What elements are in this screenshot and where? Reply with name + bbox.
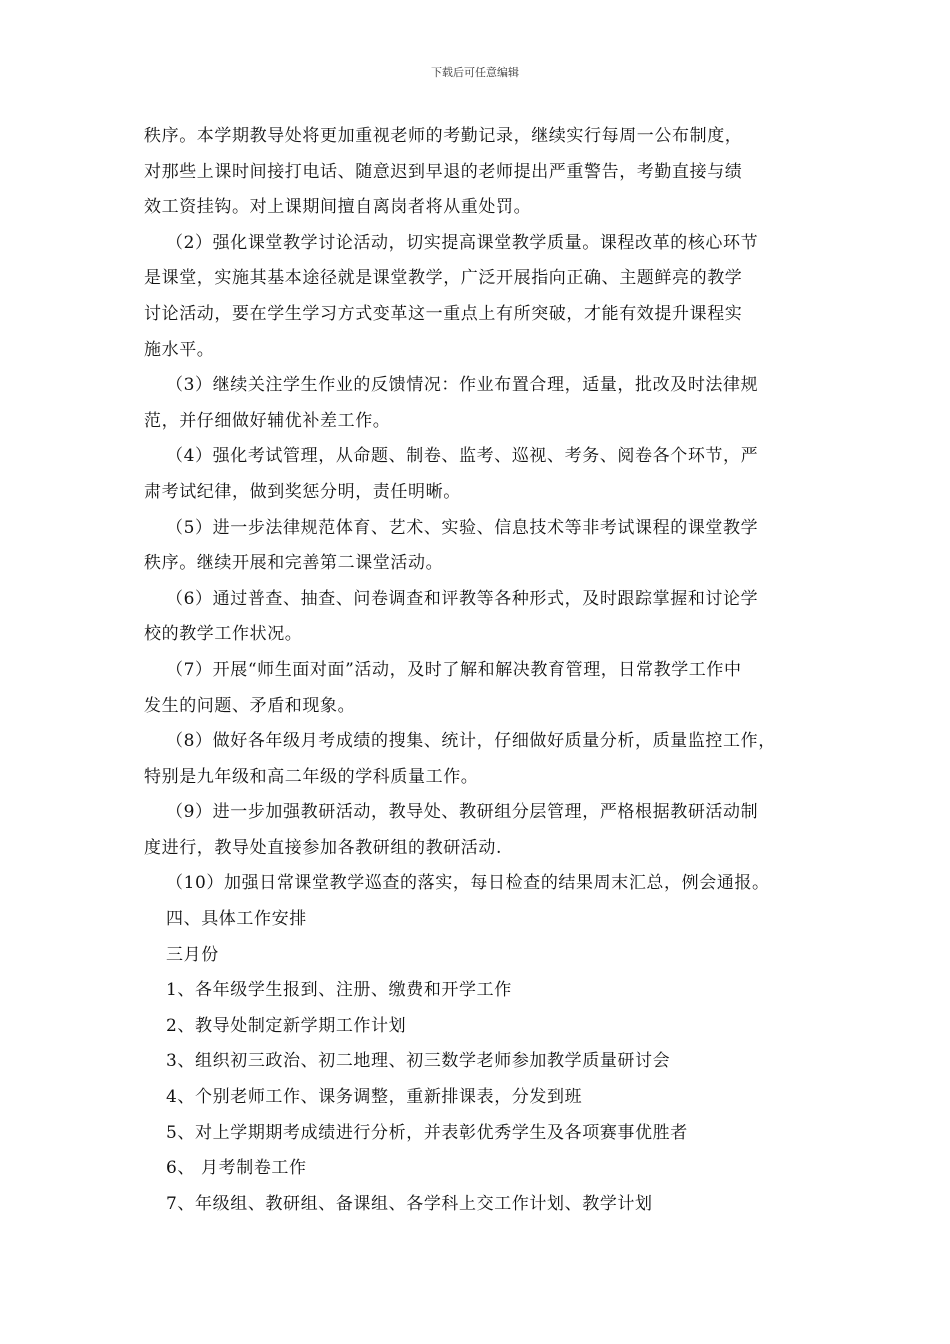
text-line: （6）通过普查、抽查、问卷调查和评教等各种形式，及时跟踪掌握和讨论学 xyxy=(166,588,759,609)
text-line: 三月份 xyxy=(166,944,219,965)
paragraph xyxy=(144,1187,824,1223)
text-line: 肃考试纪律，做到奖惩分明，责任明晰。 xyxy=(144,481,461,502)
paragraph xyxy=(144,973,824,1009)
paragraph xyxy=(144,582,824,653)
paragraph xyxy=(144,795,824,866)
paragraph xyxy=(144,866,824,902)
text-line: 四、具体工作安排 xyxy=(166,909,307,930)
paragraph xyxy=(144,1009,824,1045)
text-line: 范，并仔细做好辅优补差工作。 xyxy=(144,410,391,431)
paragraph xyxy=(144,368,824,439)
paragraph xyxy=(144,653,824,724)
text-line: 2、教导处制定新学期工作计划 xyxy=(166,1015,407,1036)
text-line: （3）继续关注学生作业的反馈情况：作业布置合理，适量，批改及时法律规 xyxy=(166,375,759,396)
text-line: 3、组织初三政治、初二地理、初三数学老师参加教学质量研讨会 xyxy=(166,1051,671,1072)
text-line: 度进行，教导处直接参加各教研组的教研活动. xyxy=(144,837,503,858)
paragraph xyxy=(144,1116,824,1152)
text-line: 特别是九年级和高二年级的学科质量工作。 xyxy=(144,766,479,787)
page-header: 下载后可任意编辑 xyxy=(431,66,519,79)
text-line: （8）做好各年级月考成绩的搜集、统计，仔细做好质量分析，质量监控工作， xyxy=(166,731,776,752)
text-line: 1、各年级学生报到、注册、缴费和开学工作 xyxy=(166,980,512,1001)
paragraph xyxy=(144,902,824,938)
text-line: 6、 月考制卷工作 xyxy=(166,1158,307,1179)
text-line: （4）强化考试管理，从命题、制卷、监考、巡视、考务、阅卷各个环节，严 xyxy=(166,446,759,467)
text-line: 是课堂，实施其基本途径就是课堂教学，广泛开展指向正确、主题鲜亮的教学 xyxy=(144,268,743,289)
paragraph xyxy=(144,119,824,226)
text-line: （5）进一步法律规范体育、艺术、实验、信息技术等非考试课程的课堂教学 xyxy=(166,517,759,538)
paragraph xyxy=(144,1080,824,1116)
text-line: 对那些上课时间接打电话、随意迟到早退的老师提出严重警告，考勤直接与绩 xyxy=(144,161,743,182)
paragraph xyxy=(144,511,824,582)
paragraph xyxy=(144,1044,824,1080)
text-line: 5、对上学期期考成绩进行分析，并表彰优秀学生及各项赛事优胜者 xyxy=(166,1122,688,1143)
text-line: 4、个别老师工作、课务调整，重新排课表，分发到班 xyxy=(166,1087,583,1108)
text-line: 校的教学工作状况。 xyxy=(144,624,303,645)
text-line: 效工资挂钩。对上课期间擅自离岗者将从重处罚。 xyxy=(144,197,532,218)
text-line: （10）加强日常课堂教学巡查的落实，每日检查的结果周末汇总，例会通报。 xyxy=(166,873,770,894)
text-line: （2）强化课堂教学讨论活动，切实提高课堂教学质量。课程改革的核心环节 xyxy=(166,232,759,253)
text-line: （7）开展“师生面对面”活动，及时了解和解决教育管理，日常教学工作中 xyxy=(166,659,742,680)
text-line: （9）进一步加强教研活动，教导处、教研组分层管理，严格根据教研活动制 xyxy=(166,802,759,823)
text-line: 发生的问题、矛盾和现象。 xyxy=(144,695,356,716)
text-line: 7、年级组、教研组、备课组、各学科上交工作计划、教学计划 xyxy=(166,1193,653,1214)
document-body xyxy=(144,119,824,1222)
paragraph xyxy=(144,226,824,368)
text-line: 施水平。 xyxy=(144,339,215,360)
paragraph xyxy=(144,938,824,974)
text-line: 秩序。继续开展和完善第二课堂活动。 xyxy=(144,553,444,574)
paragraph xyxy=(144,724,824,795)
paragraph xyxy=(144,1151,824,1187)
text-line: 讨论活动，要在学生学习方式变革这一重点上有所突破，才能有效提升课程实 xyxy=(144,303,743,324)
paragraph xyxy=(144,439,824,510)
text-line: 秩序。本学期教导处将更加重视老师的考勤记录，继续实行每周一公布制度， xyxy=(144,126,743,146)
